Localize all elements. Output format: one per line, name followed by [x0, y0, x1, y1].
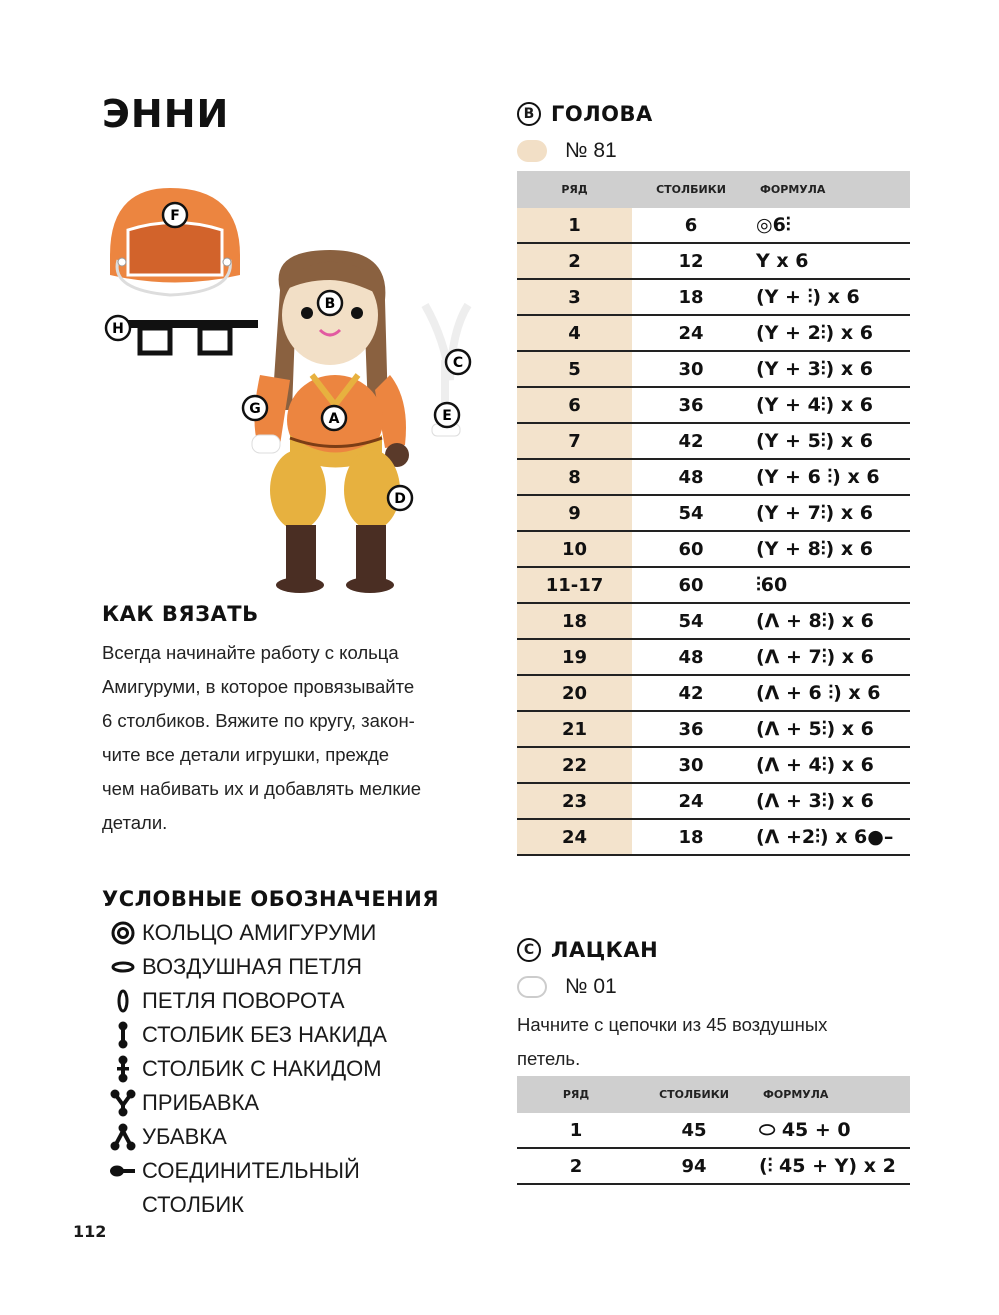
- row-number-cell: 1: [517, 208, 632, 243]
- stitch-count-cell: 18: [632, 279, 750, 315]
- legend-label: КОЛЬЦО АМИГУРУМИ: [142, 920, 377, 945]
- row-number-cell: 8: [517, 459, 632, 495]
- label-c: C: [452, 355, 464, 371]
- formula-cell: (Y + 2⫶) x 6: [750, 315, 910, 351]
- table-row: [517, 279, 910, 315]
- lapel-section-heading: ЛАЦКАН: [551, 938, 659, 962]
- stitch-count-cell: 18: [632, 819, 750, 855]
- legend-item: [104, 1052, 387, 1086]
- stitch-count-cell: 12: [632, 243, 750, 279]
- row-number-cell: 6: [517, 387, 632, 423]
- formula-cell: ⬭ 45 + 0: [753, 1113, 910, 1148]
- legend-label: ВОЗДУШНАЯ ПЕТЛЯ: [142, 954, 362, 979]
- stitch-count-cell: 36: [632, 387, 750, 423]
- how-to-line: чем набивать их и добавлять мелкие: [102, 778, 422, 799]
- table-row: [517, 639, 910, 675]
- legend-label: ПЕТЛЯ ПОВОРОТА: [142, 988, 345, 1013]
- formula-cell: (Λ + 4⫶) x 6: [750, 747, 910, 783]
- row-number-cell: 22: [517, 747, 632, 783]
- formula-cell: (Λ + 5⫶) x 6: [750, 711, 910, 747]
- lapel-table: [517, 1076, 910, 1185]
- legend-item: [104, 950, 387, 984]
- label-d: D: [394, 491, 406, 507]
- table-row: [517, 495, 910, 531]
- section-letter-badge: B: [517, 102, 541, 126]
- legend-label-continuation: СТОЛБИК: [142, 1192, 244, 1217]
- formula-cell: (Λ + 6 ⫶) x 6: [750, 675, 910, 711]
- page-title: ЭННИ: [102, 92, 230, 136]
- single-crochet-icon: [104, 1021, 142, 1049]
- decrease-icon: [104, 1123, 142, 1151]
- formula-cell: (Λ +2⫶) x 6●–: [750, 819, 910, 855]
- magic-ring-icon: [104, 921, 142, 945]
- formula-cell: (Y + ⫶) x 6: [750, 279, 910, 315]
- stitch-count-cell: 94: [635, 1148, 753, 1184]
- row-number-cell: 4: [517, 315, 632, 351]
- table-row: [517, 531, 910, 567]
- legend-item: [104, 1120, 387, 1154]
- formula-cell: Y x 6: [750, 243, 910, 279]
- table-row: [517, 675, 910, 711]
- doll-illustration: [100, 180, 480, 600]
- table-row: [517, 603, 910, 639]
- how-to-line: Всегда начинайте работу с кольца: [102, 642, 399, 663]
- stitch-count-cell: 6: [632, 208, 750, 243]
- legend-label: УБАВКА: [142, 1124, 227, 1149]
- table-row: [517, 783, 910, 819]
- section-letter-badge: C: [517, 938, 541, 962]
- lapel-section-header: [517, 938, 658, 962]
- stitch-count-cell: 42: [632, 423, 750, 459]
- label-f: F: [170, 208, 180, 224]
- label-h: H: [112, 321, 124, 337]
- yarn-swatch-icon: [517, 976, 547, 998]
- formula-cell: (Y + 4⫶) x 6: [750, 387, 910, 423]
- head-section-header: [517, 102, 653, 126]
- stitch-count-cell: 30: [632, 351, 750, 387]
- legend-item: [104, 1086, 387, 1120]
- formula-cell: (Λ + 8⫶) x 6: [750, 603, 910, 639]
- table-row: [517, 819, 910, 855]
- row-number-cell: 1: [517, 1113, 635, 1148]
- yarn-number: № 01: [565, 975, 617, 998]
- stitch-count-cell: 42: [632, 675, 750, 711]
- yarn-number: № 81: [565, 139, 617, 162]
- stitch-count-cell: 30: [632, 747, 750, 783]
- turning-chain-icon: [104, 988, 142, 1014]
- table-row: [517, 711, 910, 747]
- table-row: [517, 459, 910, 495]
- column-header-formula: ФОРМУЛА: [753, 1076, 910, 1113]
- how-to-text: [102, 636, 482, 840]
- table-row: [517, 351, 910, 387]
- table-row: [517, 423, 910, 459]
- stitch-count-cell: 54: [632, 603, 750, 639]
- row-number-cell: 5: [517, 351, 632, 387]
- legend-item: [104, 984, 387, 1018]
- table-row: [517, 243, 910, 279]
- table-row: [517, 1148, 910, 1184]
- table-row: [517, 567, 910, 603]
- glasses-part: [118, 320, 258, 353]
- legend-item: [104, 1018, 387, 1052]
- formula-cell: (Y + 7⫶) x 6: [750, 495, 910, 531]
- head-table: [517, 171, 910, 856]
- yarn-swatch-icon: [517, 140, 547, 162]
- legend-label: СОЕДИНИТЕЛЬНЫЙ: [142, 1158, 360, 1183]
- formula-cell: (Y + 6 ⫶) x 6: [750, 459, 910, 495]
- head-section-heading: ГОЛОВА: [551, 102, 653, 126]
- legend-item: [104, 1154, 387, 1188]
- how-to-line: детали.: [102, 812, 168, 833]
- legend-item: [104, 916, 387, 950]
- row-number-cell: 24: [517, 819, 632, 855]
- lapel-intro: [517, 1008, 917, 1076]
- page-number: 112: [73, 1222, 107, 1241]
- row-number-cell: 3: [517, 279, 632, 315]
- stitch-count-cell: 45: [635, 1113, 753, 1148]
- row-number-cell: 19: [517, 639, 632, 675]
- row-number-cell: 7: [517, 423, 632, 459]
- column-header-row: РЯД: [517, 171, 632, 208]
- column-header-row: РЯД: [517, 1076, 635, 1113]
- how-to-line: 6 столбиков. Вяжите по кругу, закон-: [102, 710, 415, 731]
- how-to-heading: КАК ВЯЗАТЬ: [102, 602, 259, 626]
- table-row: [517, 208, 910, 243]
- row-number-cell: 11-17: [517, 567, 632, 603]
- label-a: A: [328, 411, 340, 427]
- legend-label: СТОЛБИК БЕЗ НАКИДА: [142, 1022, 387, 1047]
- legend-label: СТОЛБИК С НАКИДОМ: [142, 1056, 382, 1081]
- legend-list: [104, 916, 387, 1222]
- lapel-intro-line: петель.: [517, 1048, 581, 1069]
- label-b: B: [324, 296, 336, 312]
- row-number-cell: 20: [517, 675, 632, 711]
- stitch-count-cell: 24: [632, 783, 750, 819]
- formula-cell: (⫶ 45 + Y) x 2: [753, 1148, 910, 1184]
- formula-cell: (Λ + 3⫶) x 6: [750, 783, 910, 819]
- row-number-cell: 2: [517, 1148, 635, 1184]
- row-number-cell: 2: [517, 243, 632, 279]
- lapel-intro-line: Начните с цепочки из 45 воздушных: [517, 1014, 828, 1035]
- table-row: [517, 1113, 910, 1148]
- stitch-count-cell: 48: [632, 459, 750, 495]
- legend-item: [104, 1188, 387, 1222]
- label-e: E: [442, 408, 452, 424]
- column-header-stitches: СТОЛБИКИ: [635, 1076, 753, 1113]
- row-number-cell: 18: [517, 603, 632, 639]
- stitch-count-cell: 60: [632, 531, 750, 567]
- row-number-cell: 10: [517, 531, 632, 567]
- table-row: [517, 387, 910, 423]
- lapel-yarn: [517, 975, 617, 999]
- formula-cell: (Y + 3⫶) x 6: [750, 351, 910, 387]
- stitch-count-cell: 24: [632, 315, 750, 351]
- slip-stitch-icon: [104, 1164, 142, 1178]
- column-header-stitches: СТОЛБИКИ: [632, 171, 750, 208]
- formula-cell: ⫶60: [750, 567, 910, 603]
- row-number-cell: 21: [517, 711, 632, 747]
- formula-cell: ◎6⫶: [750, 208, 910, 243]
- label-g: G: [249, 401, 261, 417]
- how-to-line: чите все детали игрушки, прежде: [102, 744, 390, 765]
- stitch-count-cell: 54: [632, 495, 750, 531]
- formula-cell: (Y + 5⫶) x 6: [750, 423, 910, 459]
- chain-stitch-icon: [104, 960, 142, 974]
- formula-cell: (Λ + 7⫶) x 6: [750, 639, 910, 675]
- head-yarn: [517, 139, 617, 163]
- legend-label: ПРИБАВКА: [142, 1090, 260, 1115]
- table-row: [517, 315, 910, 351]
- formula-cell: (Y + 8⫶) x 6: [750, 531, 910, 567]
- how-to-line: Амигуруми, в которое провязывайте: [102, 676, 415, 697]
- row-number-cell: 23: [517, 783, 632, 819]
- column-header-formula: ФОРМУЛА: [750, 171, 910, 208]
- stitch-count-cell: 48: [632, 639, 750, 675]
- stitch-count-cell: 36: [632, 711, 750, 747]
- legend-heading: УСЛОВНЫЕ ОБОЗНАЧЕНИЯ: [102, 887, 439, 911]
- double-crochet-icon: [104, 1055, 142, 1083]
- row-number-cell: 9: [517, 495, 632, 531]
- table-row: [517, 747, 910, 783]
- stitch-count-cell: 60: [632, 567, 750, 603]
- increase-icon: [104, 1089, 142, 1117]
